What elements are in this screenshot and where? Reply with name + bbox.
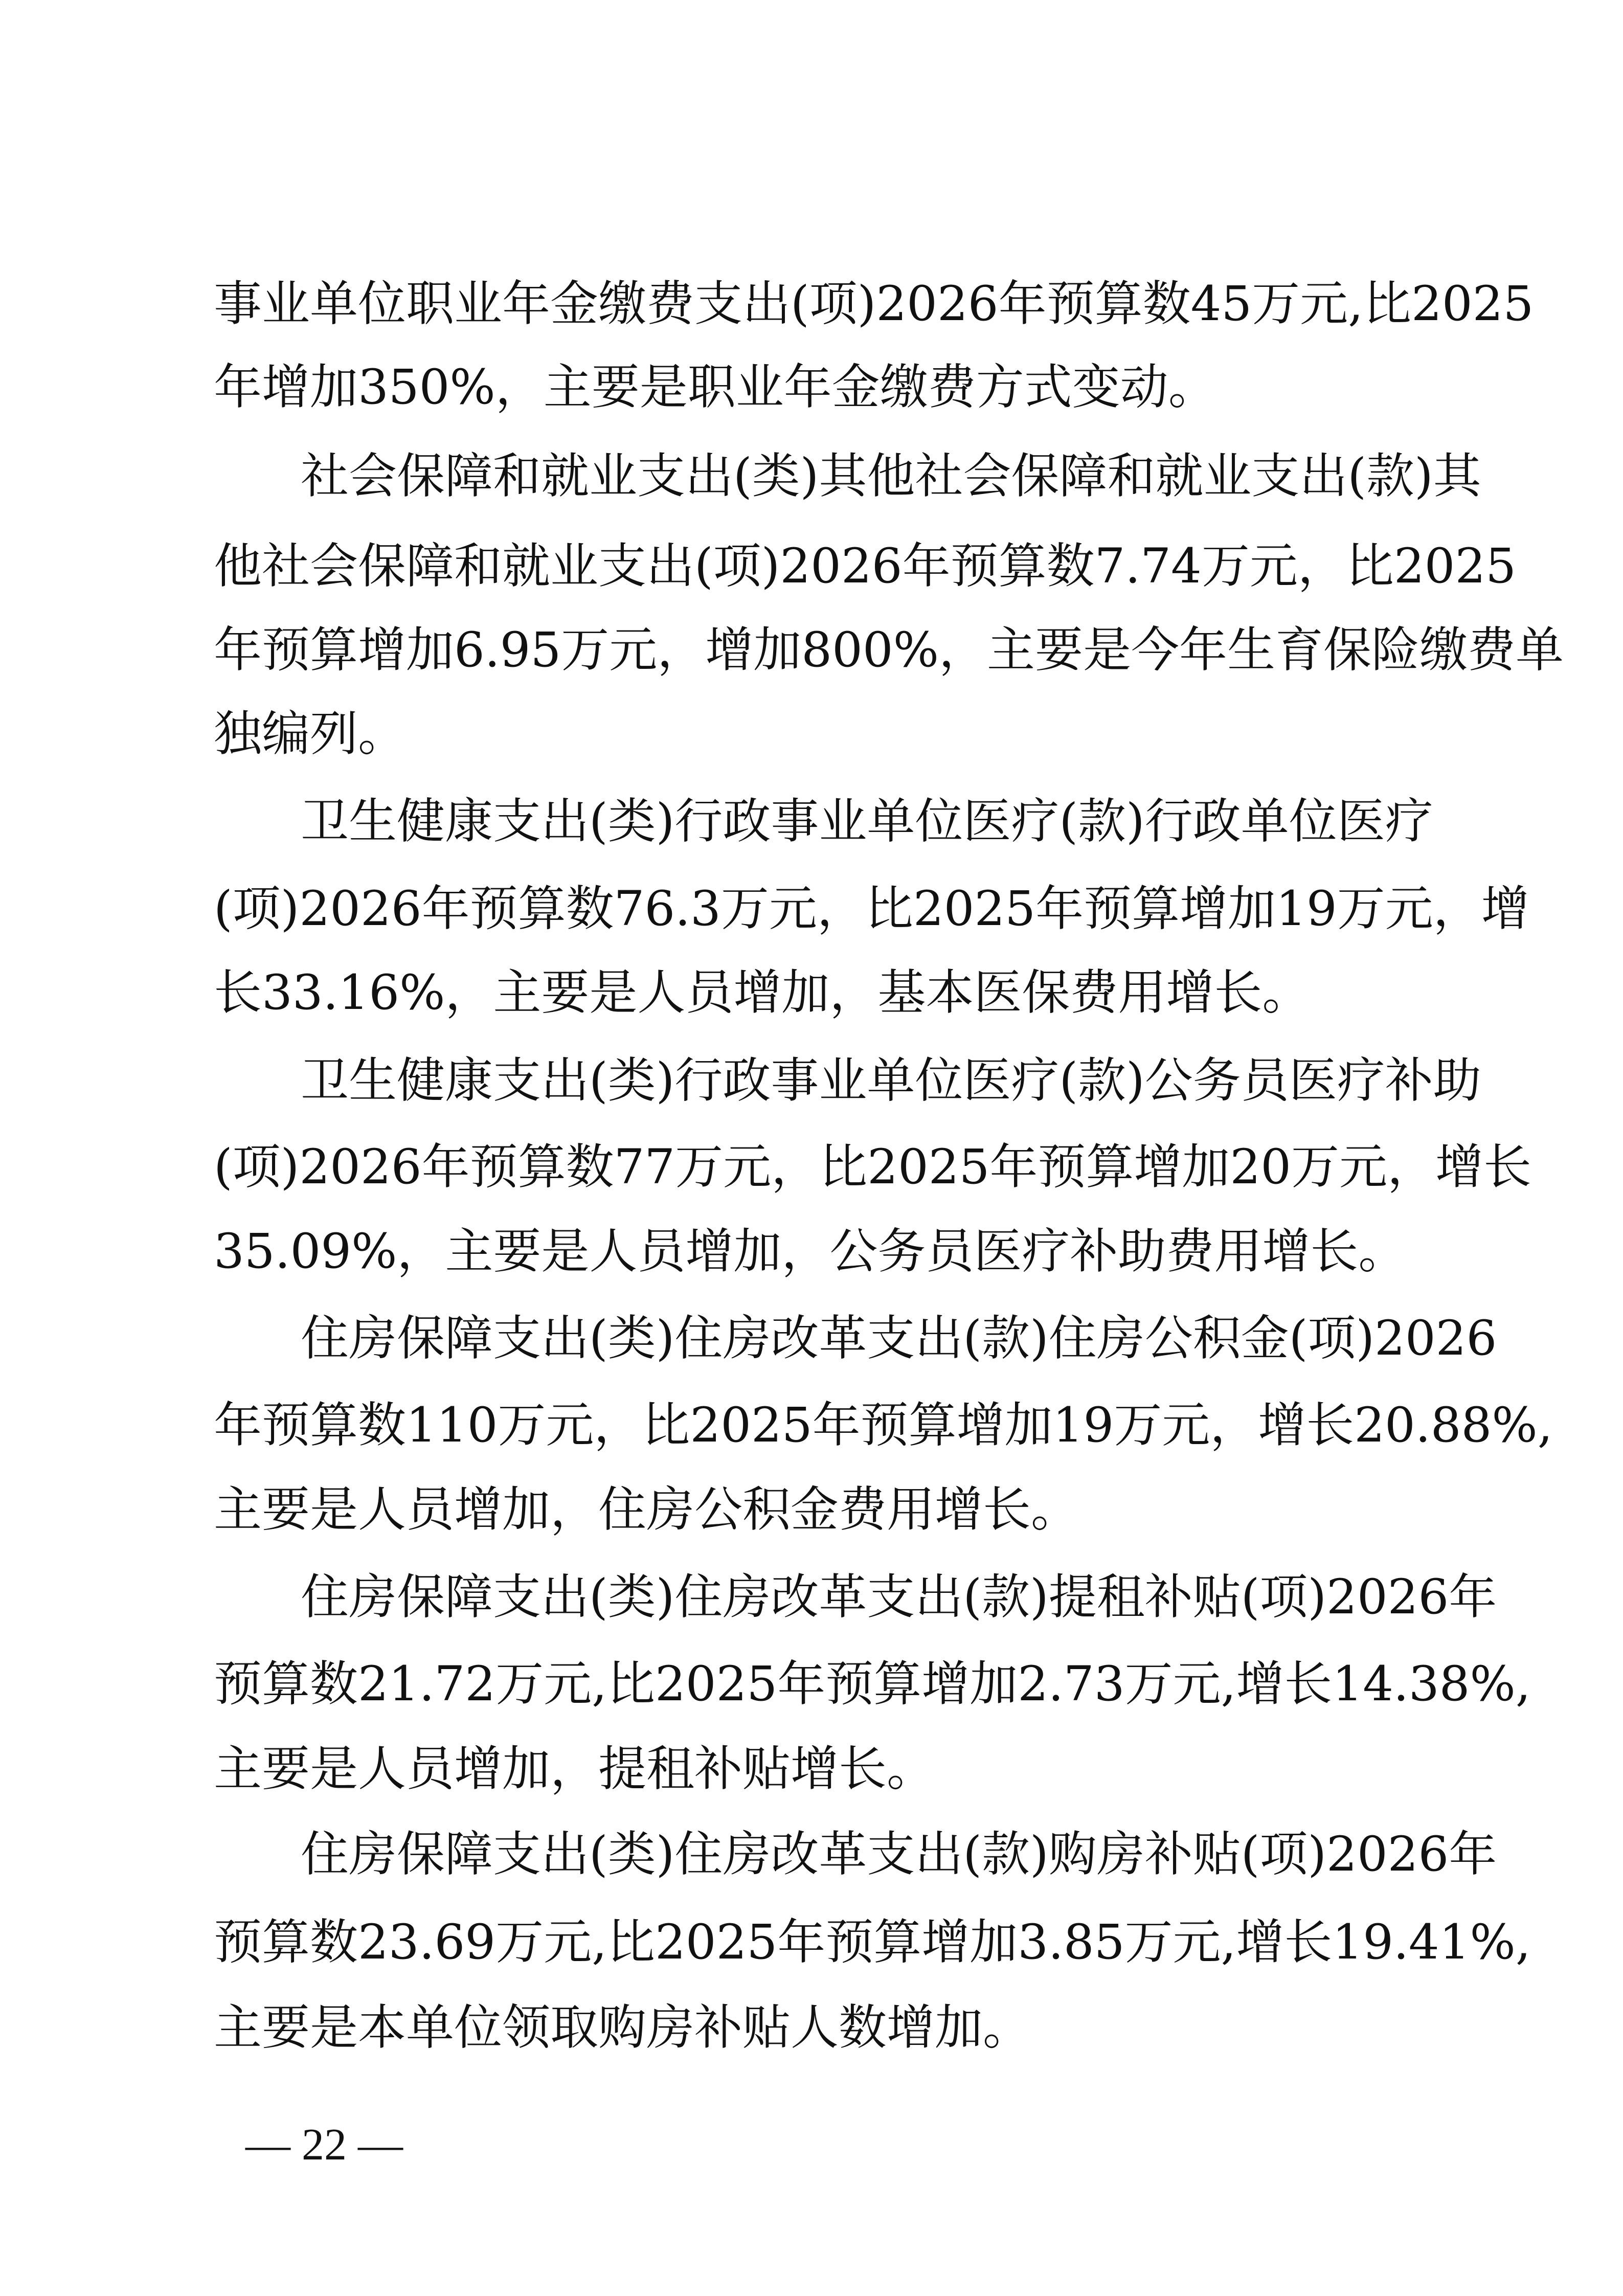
body-line: 主要是人员增加，提租补贴增长。 <box>214 1741 935 1797</box>
body-line: 卫生健康支出(类)行政事业单位医疗(款)公务员医疗补助 <box>301 1053 1481 1109</box>
body-line: (项)2026年预算数76.3万元，比2025年预算增加19万元，增 <box>214 881 1529 937</box>
body-line: 年预算增加6.95万元，增加800%，主要是今年生育保险缴费单 <box>214 622 1564 678</box>
body-line: 长33.16%，主要是人员增加，基本医保费用增长。 <box>214 965 1311 1021</box>
body-line: 卫生健康支出(类)行政事业单位医疗(款)行政单位医疗 <box>301 794 1433 849</box>
body-line: 他社会保障和就业支出(项)2026年预算数7.74万元，比2025 <box>214 538 1517 594</box>
page-number: — 22 — <box>245 2120 403 2170</box>
body-line: 主要是本单位领取购房补贴人数增加。 <box>214 2000 1031 2056</box>
body-line: 预算数21.72万元,比2025年预算增加2.73万元,增长14.38%, <box>214 1656 1531 1712</box>
body-line: 独编列。 <box>214 706 407 762</box>
body-line: 住房保障支出(类)住房改革支出(款)购房补贴(项)2026年 <box>301 1827 1497 1882</box>
body-line: 年预算数110万元，比2025年预算增加19万元，增长20.88%, <box>214 1398 1553 1453</box>
body-line: 预算数23.69万元,比2025年预算增加3.85万元,增长19.41%, <box>214 1915 1531 1970</box>
body-line: 主要是人员增加，住房公积金费用增长。 <box>214 1482 1079 1538</box>
body-line: 年增加350%，主要是职业年金缴费方式变动。 <box>214 359 1216 415</box>
body-line: 住房保障支出(类)住房改革支出(款)住房公积金(项)2026 <box>301 1311 1497 1366</box>
body-line: (项)2026年预算数77万元，比2025年预算增加20万元，增长 <box>214 1139 1532 1195</box>
body-line: 事业单位职业年金缴费支出(项)2026年预算数45万元,比2025 <box>214 276 1534 332</box>
body-line: 住房保障支出(类)住房改革支出(款)提租补贴(项)2026年 <box>301 1569 1497 1625</box>
body-line: 社会保障和就业支出(类)其他社会保障和就业支出(款)其 <box>301 448 1481 504</box>
body-line: 35.09%，主要是人员增加，公务员医疗补助费用增长。 <box>214 1224 1407 1279</box>
